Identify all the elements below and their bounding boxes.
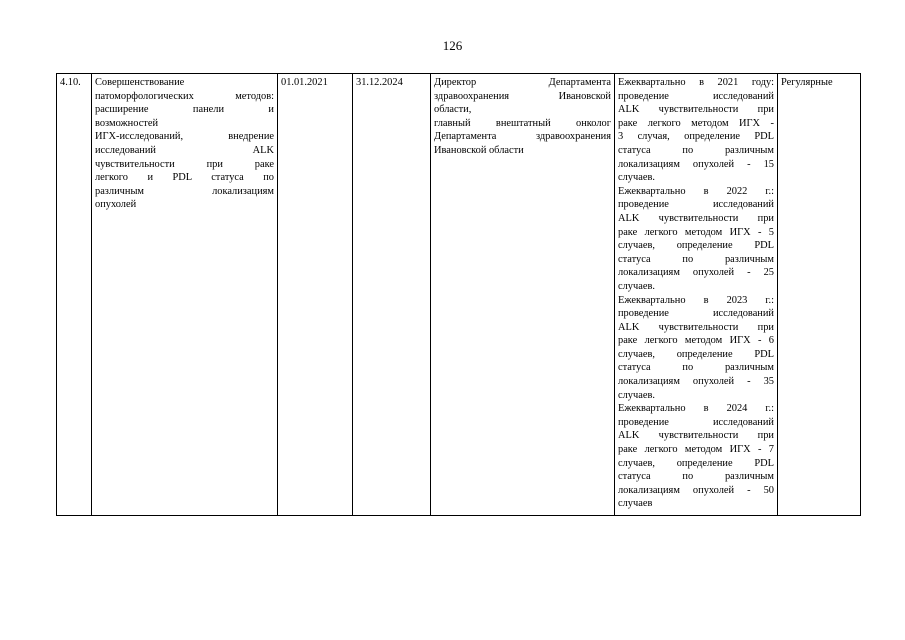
- result-text: [618, 76, 774, 511]
- text-line: возможностей: [95, 117, 159, 129]
- text-line: Ежеквартально в 2024 г.:: [618, 403, 774, 415]
- text-line: ALK чувствительности при: [618, 104, 774, 116]
- text-line: Директор Департамента: [434, 77, 611, 88]
- text-line: проведение исследований: [618, 199, 774, 211]
- text-line: ИГХ-исследований, внедрение: [95, 131, 274, 143]
- text-line: случаев.: [618, 389, 655, 401]
- text-line: Департамента здравоохранения: [434, 131, 611, 143]
- text-line: проведение исследований: [618, 416, 774, 428]
- start-date: 01.01.2021: [281, 77, 328, 88]
- text-line: области,: [434, 104, 472, 116]
- activity-cell: [92, 74, 278, 516]
- text-line: Ежеквартально в 2022 г.:: [618, 185, 774, 197]
- text-line: локализациям опухолей - 35: [618, 376, 774, 388]
- text-line: статуса по различным: [618, 253, 774, 265]
- text-line: раке легкого методом ИГХ -: [618, 117, 774, 129]
- text-line: статуса по различным: [618, 144, 774, 156]
- text-line: статуса по различным: [618, 471, 774, 483]
- text-line: Совершенствование: [95, 77, 185, 88]
- text-line: исследований ALK: [95, 144, 274, 156]
- responsible-cell: [431, 74, 615, 516]
- text-line: Ежеквартально в 2021 году:: [618, 77, 774, 88]
- text-line: проведение исследований: [618, 308, 774, 320]
- text-line: чувствительности при раке: [95, 158, 274, 170]
- result-cell: [615, 74, 778, 516]
- responsible-text: [434, 76, 611, 158]
- text-line: Ивановской области: [434, 144, 524, 156]
- plan-table: [56, 73, 861, 516]
- frequency: Регулярные: [781, 77, 833, 88]
- text-line: ALK чувствительности при: [618, 212, 774, 224]
- text-line: ALK чувствительности при: [618, 430, 774, 442]
- text-line: случаев, определение PDL: [618, 240, 774, 252]
- end-date: 31.12.2024: [356, 77, 403, 88]
- text-line: патоморфологических методов:: [95, 90, 274, 102]
- text-line: локализациям опухолей - 15: [618, 158, 774, 170]
- text-line: легкого и PDL статуса по: [95, 172, 274, 184]
- text-line: расширение панели и: [95, 104, 274, 116]
- text-line: локализациям опухолей - 50: [618, 484, 774, 496]
- page-number: 126: [442, 38, 463, 53]
- table-row: [57, 74, 861, 516]
- text-line: статуса по различным: [618, 362, 774, 374]
- text-line: раке легкого методом ИГХ - 6: [618, 335, 774, 347]
- text-line: случаев, определение PDL: [618, 457, 774, 469]
- text-line: проведение исследований: [618, 90, 774, 102]
- frequency-cell: [778, 74, 861, 516]
- item-number-cell: [57, 74, 92, 516]
- text-line: ALK чувствительности при: [618, 321, 774, 333]
- text-line: различным локализациям: [95, 185, 274, 197]
- activity-text: [95, 76, 274, 212]
- text-line: случаев, определение PDL: [618, 348, 774, 360]
- start-date-cell: [278, 74, 353, 516]
- text-line: случаев.: [618, 280, 655, 292]
- text-line: Ежеквартально в 2023 г.:: [618, 294, 774, 306]
- item-number: 4.10.: [60, 77, 81, 88]
- text-line: 3 случая, определение PDL: [618, 131, 774, 143]
- text-line: опухолей: [95, 199, 137, 211]
- text-line: локализациям опухолей - 25: [618, 267, 774, 279]
- text-line: раке легкого методом ИГХ - 5: [618, 226, 774, 238]
- text-line: здравоохранения Ивановской: [434, 90, 611, 102]
- text-line: случаев.: [618, 172, 655, 184]
- text-line: случаев: [618, 498, 653, 510]
- text-line: главный внештатный онколог: [434, 117, 611, 129]
- text-line: раке легкого методом ИГХ - 7: [618, 444, 774, 456]
- end-date-cell: [353, 74, 431, 516]
